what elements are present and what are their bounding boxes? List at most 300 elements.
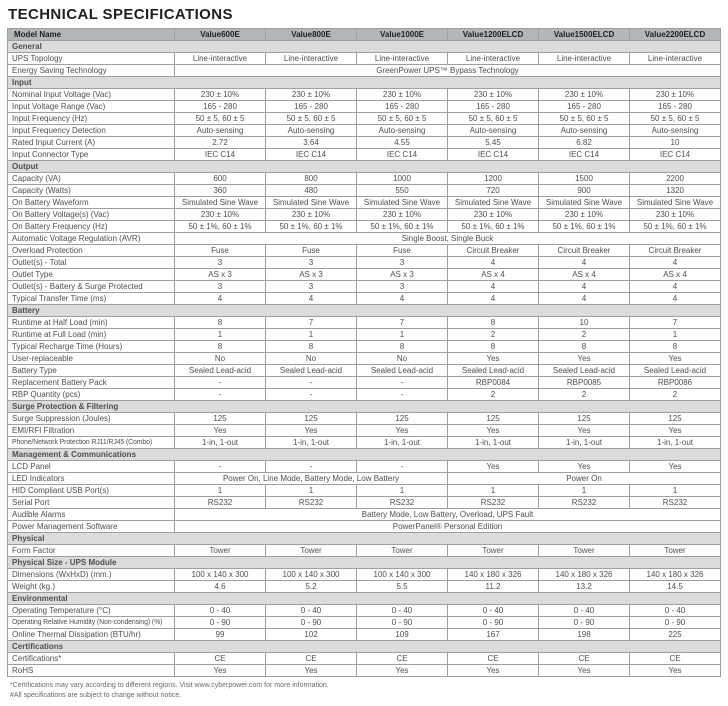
spec-value: 1-in, 1-out xyxy=(266,437,357,449)
spec-value: AS x 4 xyxy=(539,269,630,281)
spec-value: Yes xyxy=(630,353,721,365)
section-label: Physical xyxy=(8,533,721,545)
spec-value: 50 ± 5, 60 ± 5 xyxy=(630,113,721,125)
spec-value: CE xyxy=(266,653,357,665)
spec-row xyxy=(8,545,721,557)
spec-value: 1 xyxy=(630,485,721,497)
spec-value: 3 xyxy=(175,257,266,269)
spec-row xyxy=(8,53,721,65)
spec-value-span: PowerPanel® Personal Edition xyxy=(175,521,721,533)
spec-value: 230 ± 10% xyxy=(630,209,721,221)
spec-value: 8 xyxy=(266,341,357,353)
spec-label: Surge Suppression (Joules) xyxy=(8,413,175,425)
spec-value: Yes xyxy=(266,665,357,677)
spec-value: 50 ± 1%, 60 ± 1% xyxy=(357,221,448,233)
spec-value: 1 xyxy=(175,329,266,341)
spec-value: AS x 3 xyxy=(266,269,357,281)
spec-value: Simulated Sine Wave xyxy=(175,197,266,209)
spec-value: 100 x 140 x 300 xyxy=(266,569,357,581)
spec-value: 50 ± 5, 60 ± 5 xyxy=(357,113,448,125)
spec-value: 800 xyxy=(266,173,357,185)
spec-value: - xyxy=(357,461,448,473)
spec-value: RBP0085 xyxy=(539,377,630,389)
spec-value: Yes xyxy=(448,353,539,365)
spec-value-group: Power On xyxy=(448,473,721,485)
spec-value: No xyxy=(175,353,266,365)
spec-label: Operating Relative Humidity (Non-condensing) (%) xyxy=(8,617,175,629)
spec-value: 100 x 140 x 300 xyxy=(175,569,266,581)
spec-value: Tower xyxy=(539,545,630,557)
spec-label: LCD Panel xyxy=(8,461,175,473)
spec-value: 50 ± 1%, 60 ± 1% xyxy=(266,221,357,233)
spec-value: CE xyxy=(630,653,721,665)
spec-value: 900 xyxy=(539,185,630,197)
spec-value-span: GreenPower UPS™ Bypass Technology xyxy=(175,65,721,77)
spec-value: - xyxy=(175,389,266,401)
spec-value: Tower xyxy=(266,545,357,557)
section-label: Environmental xyxy=(8,593,721,605)
spec-value: 0 - 40 xyxy=(630,605,721,617)
spec-value: 13.2 xyxy=(539,581,630,593)
spec-value: Line-interactive xyxy=(266,53,357,65)
spec-value: 230 ± 10% xyxy=(448,209,539,221)
spec-value: 50 ± 1%, 60 ± 1% xyxy=(448,221,539,233)
spec-value: 1 xyxy=(357,485,448,497)
spec-value: Simulated Sine Wave xyxy=(266,197,357,209)
spec-value: 0 - 90 xyxy=(175,617,266,629)
spec-label: Typical Transfer Time (ms) xyxy=(8,293,175,305)
spec-label: Rated Input Current (A) xyxy=(8,137,175,149)
spec-value: 8 xyxy=(357,341,448,353)
spec-value: 230 ± 10% xyxy=(266,209,357,221)
spec-value: 10 xyxy=(539,317,630,329)
section-row xyxy=(8,449,721,461)
spec-label: Input Voltage Range (Vac) xyxy=(8,101,175,113)
spec-value: 1 xyxy=(266,485,357,497)
spec-value: Simulated Sine Wave xyxy=(539,197,630,209)
section-label: Management & Communications xyxy=(8,449,721,461)
spec-value: CE xyxy=(175,653,266,665)
spec-value: 225 xyxy=(630,629,721,641)
footnotes xyxy=(10,681,721,700)
spec-label: Operating Temperature (°C) xyxy=(8,605,175,617)
spec-row xyxy=(8,653,721,665)
spec-label: Energy Saving Technology xyxy=(8,65,175,77)
section-row xyxy=(8,593,721,605)
spec-value: Yes xyxy=(539,665,630,677)
spec-value: Yes xyxy=(630,461,721,473)
spec-value: 3 xyxy=(175,281,266,293)
spec-value: 230 ± 10% xyxy=(539,89,630,101)
spec-label: Input Frequency (Hz) xyxy=(8,113,175,125)
spec-value: 4 xyxy=(357,293,448,305)
spec-value: 165 - 280 xyxy=(266,101,357,113)
spec-row xyxy=(8,569,721,581)
spec-value: Line-interactive xyxy=(357,53,448,65)
spec-value: 125 xyxy=(630,413,721,425)
spec-value: Tower xyxy=(448,545,539,557)
spec-row xyxy=(8,521,721,533)
spec-value: Yes xyxy=(539,353,630,365)
spec-value: - xyxy=(357,377,448,389)
spec-row xyxy=(8,209,721,221)
spec-value: 50 ± 5, 60 ± 5 xyxy=(539,113,630,125)
spec-value: 1500 xyxy=(539,173,630,185)
section-row xyxy=(8,533,721,545)
spec-label: Overload Protection xyxy=(8,245,175,257)
spec-row xyxy=(8,377,721,389)
spec-value: 480 xyxy=(266,185,357,197)
spec-value: Auto-sensing xyxy=(266,125,357,137)
section-row xyxy=(8,305,721,317)
spec-value: Sealed Lead-acid xyxy=(357,365,448,377)
spec-row xyxy=(8,233,721,245)
spec-row xyxy=(8,353,721,365)
spec-value: Yes xyxy=(357,425,448,437)
spec-value: 3.64 xyxy=(266,137,357,149)
spec-value: CE xyxy=(539,653,630,665)
spec-label: Power Management Software xyxy=(8,521,175,533)
spec-value: 140 x 180 x 326 xyxy=(630,569,721,581)
spec-value: 0 - 90 xyxy=(630,617,721,629)
spec-value: Line-interactive xyxy=(539,53,630,65)
footnote-specifications: #All specifications are subject to change without notice. xyxy=(10,691,182,699)
spec-value: 1 xyxy=(448,485,539,497)
spec-row xyxy=(8,137,721,149)
spec-row xyxy=(8,473,721,485)
spec-value-span: Single Boost, Single Buck xyxy=(175,233,721,245)
spec-value: 230 ± 10% xyxy=(266,89,357,101)
spec-value: 4 xyxy=(630,293,721,305)
spec-value: 2 xyxy=(539,329,630,341)
spec-value: 167 xyxy=(448,629,539,641)
spec-row xyxy=(8,413,721,425)
spec-row xyxy=(8,605,721,617)
spec-value: - xyxy=(175,461,266,473)
spec-value: 2 xyxy=(448,329,539,341)
spec-label: Online Thermal Dissipation (BTU/hr) xyxy=(8,629,175,641)
spec-row xyxy=(8,629,721,641)
spec-value: Fuse xyxy=(266,245,357,257)
spec-value: 125 xyxy=(448,413,539,425)
section-row xyxy=(8,41,721,53)
spec-value: 6.82 xyxy=(539,137,630,149)
spec-value: 1-in, 1-out xyxy=(175,437,266,449)
spec-value: 8 xyxy=(539,341,630,353)
spec-value: 0 - 40 xyxy=(357,605,448,617)
spec-row xyxy=(8,581,721,593)
spec-value: Auto-sensing xyxy=(175,125,266,137)
spec-value: 50 ± 5, 60 ± 5 xyxy=(266,113,357,125)
spec-label: Input Frequency Detection xyxy=(8,125,175,137)
spec-value: Circuit Breaker xyxy=(630,245,721,257)
spec-label: Runtime at Full Load (min) xyxy=(8,329,175,341)
spec-value: 1320 xyxy=(630,185,721,197)
spec-value: 3 xyxy=(266,281,357,293)
spec-value: 230 ± 10% xyxy=(357,89,448,101)
model-header: Value1200ELCD xyxy=(448,29,539,41)
spec-label: On Battery Frequency (Hz) xyxy=(8,221,175,233)
spec-row xyxy=(8,389,721,401)
spec-value: AS x 3 xyxy=(175,269,266,281)
spec-value: RS232 xyxy=(357,497,448,509)
spec-value: 4 xyxy=(539,293,630,305)
spec-value: - xyxy=(266,461,357,473)
spec-value: 230 ± 10% xyxy=(630,89,721,101)
spec-value: 3 xyxy=(357,257,448,269)
section-label: General xyxy=(8,41,721,53)
spec-value: IEC C14 xyxy=(630,149,721,161)
spec-label: LED Indicators xyxy=(8,473,175,485)
spec-value: AS x 4 xyxy=(448,269,539,281)
spec-value: 600 xyxy=(175,173,266,185)
spec-row xyxy=(8,665,721,677)
spec-row xyxy=(8,329,721,341)
spec-label: Weight (kg.) xyxy=(8,581,175,593)
spec-value: Yes xyxy=(266,425,357,437)
spec-row xyxy=(8,497,721,509)
spec-row xyxy=(8,461,721,473)
spec-label: Serial Port xyxy=(8,497,175,509)
spec-value: RBP0086 xyxy=(630,377,721,389)
spec-value: Auto-sensing xyxy=(448,125,539,137)
table-header-row xyxy=(8,29,721,41)
spec-value: Yes xyxy=(448,425,539,437)
section-label: Physical Size - UPS Module xyxy=(8,557,721,569)
spec-label: On Battery Voltage(s) (Vac) xyxy=(8,209,175,221)
spec-value: 5.5 xyxy=(357,581,448,593)
spec-row xyxy=(8,293,721,305)
spec-value: - xyxy=(266,389,357,401)
spec-value: 720 xyxy=(448,185,539,197)
spec-value-span: Battery Mode, Low Battery, Overload, UPS Fault xyxy=(175,509,721,521)
spec-value: IEC C14 xyxy=(448,149,539,161)
spec-value: AS x 3 xyxy=(357,269,448,281)
spec-value: Sealed Lead-acid xyxy=(266,365,357,377)
spec-label: Battery Type xyxy=(8,365,175,377)
spec-value: 0 - 90 xyxy=(357,617,448,629)
spec-value: 4.55 xyxy=(357,137,448,149)
spec-value: 230 ± 10% xyxy=(175,209,266,221)
section-row xyxy=(8,401,721,413)
section-row xyxy=(8,557,721,569)
spec-value: 11.2 xyxy=(448,581,539,593)
spec-value: 100 x 140 x 300 xyxy=(357,569,448,581)
spec-label: Nominal Input Voltage (Vac) xyxy=(8,89,175,101)
spec-value: 550 xyxy=(357,185,448,197)
spec-row xyxy=(8,269,721,281)
spec-row xyxy=(8,149,721,161)
spec-value: RS232 xyxy=(448,497,539,509)
spec-value: 165 - 280 xyxy=(175,101,266,113)
spec-value: 4 xyxy=(448,293,539,305)
section-row xyxy=(8,161,721,173)
spec-row xyxy=(8,425,721,437)
spec-value: Yes xyxy=(357,665,448,677)
spec-value: RS232 xyxy=(266,497,357,509)
spec-value: 165 - 280 xyxy=(539,101,630,113)
spec-value: 125 xyxy=(357,413,448,425)
spec-value: RBP0084 xyxy=(448,377,539,389)
spec-value: 1 xyxy=(630,329,721,341)
spec-row xyxy=(8,245,721,257)
spec-value: 2.72 xyxy=(175,137,266,149)
spec-label: Capacity (Watts) xyxy=(8,185,175,197)
spec-value: IEC C14 xyxy=(266,149,357,161)
spec-value: 50 ± 1%, 60 ± 1% xyxy=(175,221,266,233)
spec-label: Typical Recharge Time (Hours) xyxy=(8,341,175,353)
spec-value: 165 - 280 xyxy=(357,101,448,113)
spec-value: IEC C14 xyxy=(539,149,630,161)
spec-value: 50 ± 5, 60 ± 5 xyxy=(175,113,266,125)
spec-value: 4.6 xyxy=(175,581,266,593)
spec-row xyxy=(8,317,721,329)
spec-value: RS232 xyxy=(539,497,630,509)
spec-label: Phone/Network Protection RJ11/RJ45 (Combo) xyxy=(8,437,175,449)
spec-value: 1 xyxy=(266,329,357,341)
spec-row xyxy=(8,257,721,269)
spec-label: Input Connector Type xyxy=(8,149,175,161)
spec-value: Simulated Sine Wave xyxy=(448,197,539,209)
spec-value: 5.2 xyxy=(266,581,357,593)
model-name-header: Model Name xyxy=(8,29,175,41)
spec-value: 230 ± 10% xyxy=(539,209,630,221)
spec-label: HID Compliant USB Port(s) xyxy=(8,485,175,497)
spec-value: 1-in, 1-out xyxy=(448,437,539,449)
spec-label: Dimensions (WxHxD) (mm.) xyxy=(8,569,175,581)
model-header: Value2200ELCD xyxy=(630,29,721,41)
spec-value: Sealed Lead-acid xyxy=(175,365,266,377)
spec-value: - xyxy=(266,377,357,389)
spec-value: Simulated Sine Wave xyxy=(357,197,448,209)
spec-row xyxy=(8,101,721,113)
spec-value: 7 xyxy=(357,317,448,329)
spec-value: - xyxy=(175,377,266,389)
spec-value: Yes xyxy=(630,425,721,437)
spec-value: 125 xyxy=(175,413,266,425)
spec-value: 8 xyxy=(175,317,266,329)
spec-value: 2 xyxy=(539,389,630,401)
spec-value: 1200 xyxy=(448,173,539,185)
spec-value: 109 xyxy=(357,629,448,641)
spec-row xyxy=(8,125,721,137)
spec-value: Auto-sensing xyxy=(357,125,448,137)
spec-value: 1-in, 1-out xyxy=(357,437,448,449)
spec-value: No xyxy=(357,353,448,365)
spec-value: 8 xyxy=(448,341,539,353)
spec-value: Line-interactive xyxy=(175,53,266,65)
spec-value: 1000 xyxy=(357,173,448,185)
spec-value: 50 ± 5, 60 ± 5 xyxy=(448,113,539,125)
spec-value: Sealed Lead-acid xyxy=(448,365,539,377)
section-label: Input xyxy=(8,77,721,89)
spec-value: Sealed Lead-acid xyxy=(539,365,630,377)
spec-value: Yes xyxy=(539,461,630,473)
spec-label: Outlet Type xyxy=(8,269,175,281)
spec-value: 4 xyxy=(266,293,357,305)
spec-value: 3 xyxy=(357,281,448,293)
spec-value: 0 - 40 xyxy=(175,605,266,617)
spec-value: Yes xyxy=(175,665,266,677)
spec-value: 50 ± 1%, 60 ± 1% xyxy=(539,221,630,233)
spec-value: 7 xyxy=(630,317,721,329)
spec-row xyxy=(8,173,721,185)
spec-value: Simulated Sine Wave xyxy=(630,197,721,209)
spec-value: 0 - 40 xyxy=(539,605,630,617)
spec-value: 1-in, 1-out xyxy=(630,437,721,449)
spec-value: Line-interactive xyxy=(448,53,539,65)
spec-value: 230 ± 10% xyxy=(357,209,448,221)
spec-value-group: Power On, Line Mode, Battery Mode, Low Battery xyxy=(175,473,448,485)
spec-value: 4 xyxy=(175,293,266,305)
spec-value: 4 xyxy=(539,281,630,293)
spec-value: 8 xyxy=(448,317,539,329)
spec-value: 125 xyxy=(539,413,630,425)
spec-value: Tower xyxy=(630,545,721,557)
spec-value: 0 - 40 xyxy=(448,605,539,617)
spec-label: Audible Alarms xyxy=(8,509,175,521)
spec-value: Yes xyxy=(630,665,721,677)
spec-value: 2200 xyxy=(630,173,721,185)
spec-value: 4 xyxy=(448,257,539,269)
spec-label: User-replaceable xyxy=(8,353,175,365)
spec-row xyxy=(8,221,721,233)
spec-value: 140 x 180 x 326 xyxy=(448,569,539,581)
spec-label: UPS Topology xyxy=(8,53,175,65)
spec-row xyxy=(8,113,721,125)
spec-value: Yes xyxy=(175,425,266,437)
section-label: Surge Protection & Filtering xyxy=(8,401,721,413)
spec-value: 3 xyxy=(266,257,357,269)
spec-value: 1-in, 1-out xyxy=(539,437,630,449)
spec-value: Line-interactive xyxy=(630,53,721,65)
spec-label: Outlet(s) - Battery & Surge Protected xyxy=(8,281,175,293)
spec-row xyxy=(8,365,721,377)
spec-value: 1 xyxy=(357,329,448,341)
spec-value: Tower xyxy=(357,545,448,557)
spec-value: 1 xyxy=(539,485,630,497)
spec-value: 7 xyxy=(266,317,357,329)
spec-label: RoHS xyxy=(8,665,175,677)
spec-value: Yes xyxy=(448,461,539,473)
spec-label: Replacement Battery Pack xyxy=(8,377,175,389)
spec-value: 0 - 40 xyxy=(266,605,357,617)
spec-value: AS x 4 xyxy=(630,269,721,281)
spec-value: CE xyxy=(448,653,539,665)
spec-label: Certifications* xyxy=(8,653,175,665)
spec-value: 0 - 90 xyxy=(266,617,357,629)
spec-value: 8 xyxy=(630,341,721,353)
spec-value: Yes xyxy=(539,425,630,437)
spec-value: Yes xyxy=(448,665,539,677)
spec-label: Runtime at Half Load (min) xyxy=(8,317,175,329)
section-label: Output xyxy=(8,161,721,173)
spec-value: 10 xyxy=(630,137,721,149)
spec-row xyxy=(8,341,721,353)
spec-value: 4 xyxy=(630,281,721,293)
page-title: TECHNICAL SPECIFICATIONS xyxy=(8,6,233,23)
spec-row xyxy=(8,617,721,629)
spec-row xyxy=(8,437,721,449)
spec-row xyxy=(8,197,721,209)
spec-value: Auto-sensing xyxy=(630,125,721,137)
spec-value: Circuit Breaker xyxy=(539,245,630,257)
spec-value: 125 xyxy=(266,413,357,425)
spec-value: CE xyxy=(357,653,448,665)
spec-value: 99 xyxy=(175,629,266,641)
section-row xyxy=(8,77,721,89)
spec-label: EMI/RFI Filtration xyxy=(8,425,175,437)
